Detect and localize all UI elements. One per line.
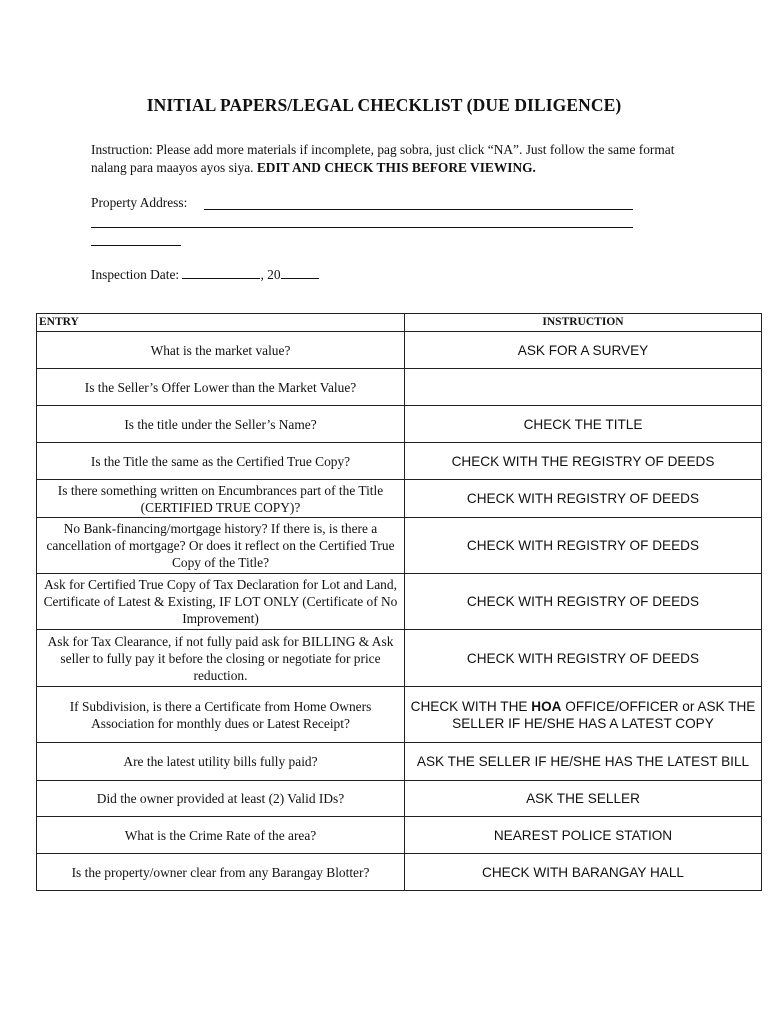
property-address-line-2[interactable]	[91, 227, 633, 228]
entry-cell: What is the market value?	[37, 332, 405, 369]
entry-cell: Is the Title the same as the Certified True Copy?	[37, 443, 405, 480]
table-row	[37, 518, 762, 574]
instruction-cell: CHECK THE TITLE	[405, 406, 762, 443]
instruction-cell: CHECK WITH REGISTRY OF DEEDS	[405, 630, 762, 687]
table-row	[37, 406, 762, 443]
table-row	[37, 817, 762, 854]
inspection-year-blank[interactable]	[281, 266, 319, 279]
table-row	[37, 369, 762, 406]
entry-column-header: ENTRY	[37, 314, 405, 332]
instruction-cell	[405, 687, 762, 743]
instruction-cell: ASK THE SELLER IF HE/SHE HAS THE LATEST BILL	[405, 743, 762, 781]
table-row	[37, 332, 762, 369]
instruction-cell: CHECK WITH REGISTRY OF DEEDS	[405, 574, 762, 630]
table-row	[37, 781, 762, 817]
table-row	[37, 743, 762, 781]
entry-cell: Is there something written on Encumbrances part of the Title (CERTIFIED TRUE COPY)?	[37, 480, 405, 518]
table-header-row	[37, 314, 762, 332]
entry-cell: Is the Seller’s Offer Lower than the Market Value?	[37, 369, 405, 406]
entry-cell: Is the title under the Seller’s Name?	[37, 406, 405, 443]
instruction-text-bold: HOA	[531, 698, 562, 714]
instruction-text-pre: CHECK WITH THE	[410, 698, 532, 714]
inspection-date-blank[interactable]	[182, 266, 260, 279]
table-row	[37, 574, 762, 630]
instruction-cell: NEAREST POLICE STATION	[405, 817, 762, 854]
entry-cell: What is the Crime Rate of the area?	[37, 817, 405, 854]
instruction-bold-text: EDIT AND CHECK THIS BEFORE VIEWING.	[256, 160, 536, 175]
table-row	[37, 687, 762, 743]
entry-cell: If Subdivision, is there a Certificate from Home Owners Association for monthly dues or Latest Receipt?	[37, 687, 405, 743]
property-address-label: Property Address:	[91, 195, 188, 210]
inspection-date-label: Inspection Date:	[91, 267, 180, 282]
instruction-cell: CHECK WITH THE REGISTRY OF DEEDS	[405, 443, 762, 480]
checklist-table	[36, 313, 762, 891]
instruction-cell: CHECK WITH BARANGAY HALL	[405, 854, 762, 891]
table-row	[37, 480, 762, 518]
entry-cell: Did the owner provided at least (2) Valid IDs?	[37, 781, 405, 817]
instruction-cell	[405, 369, 762, 406]
document-title: INITIAL PAPERS/LEGAL CHECKLIST (DUE DILIGENCE)	[146, 95, 622, 115]
instruction-cell: ASK FOR A SURVEY	[405, 332, 762, 369]
entry-cell: Ask for Tax Clearance, if not fully paid ask for BILLING & Ask seller to fully pay it before the closing or negotiate for price reduction.	[37, 630, 405, 687]
property-address-line-1[interactable]	[204, 209, 633, 210]
instruction-cell: CHECK WITH REGISTRY OF DEEDS	[405, 480, 762, 518]
instruction-text-post: OFFICE/OFFICER or ASK THE SELLER IF HE/SHE HAS A LATEST COPY	[452, 698, 756, 731]
entry-cell: Is the property/owner clear from any Barangay Blotter?	[37, 854, 405, 891]
instruction-column-header: INSTRUCTION	[405, 314, 762, 332]
instruction-cell: ASK THE SELLER	[405, 781, 762, 817]
property-address-line-3[interactable]	[91, 245, 181, 246]
table-row	[37, 443, 762, 480]
entry-cell: Are the latest utility bills fully paid?	[37, 743, 405, 781]
instruction-paragraph	[91, 141, 691, 177]
instruction-cell: CHECK WITH REGISTRY OF DEEDS	[405, 518, 762, 574]
table-row	[37, 854, 762, 891]
table-row	[37, 630, 762, 687]
instruction-text: Instruction: Please add more materials if incomplete, pag sobra, just click “NA”. Just follow the same format nalang para maayos ayos siya.	[91, 142, 675, 175]
inspection-date-row	[91, 266, 319, 283]
entry-cell: Ask for Certified True Copy of Tax Declaration for Lot and Land, Certificate of Latest & Existing, IF LOT ONLY (Certificate of No Improvement)	[37, 574, 405, 630]
inspection-date-separator: , 20	[260, 267, 281, 282]
entry-cell: No Bank-financing/mortgage history? If there is, is there a cancellation of mortgage? Or does it reflect on the Certified True Copy of the Title?	[37, 518, 405, 574]
